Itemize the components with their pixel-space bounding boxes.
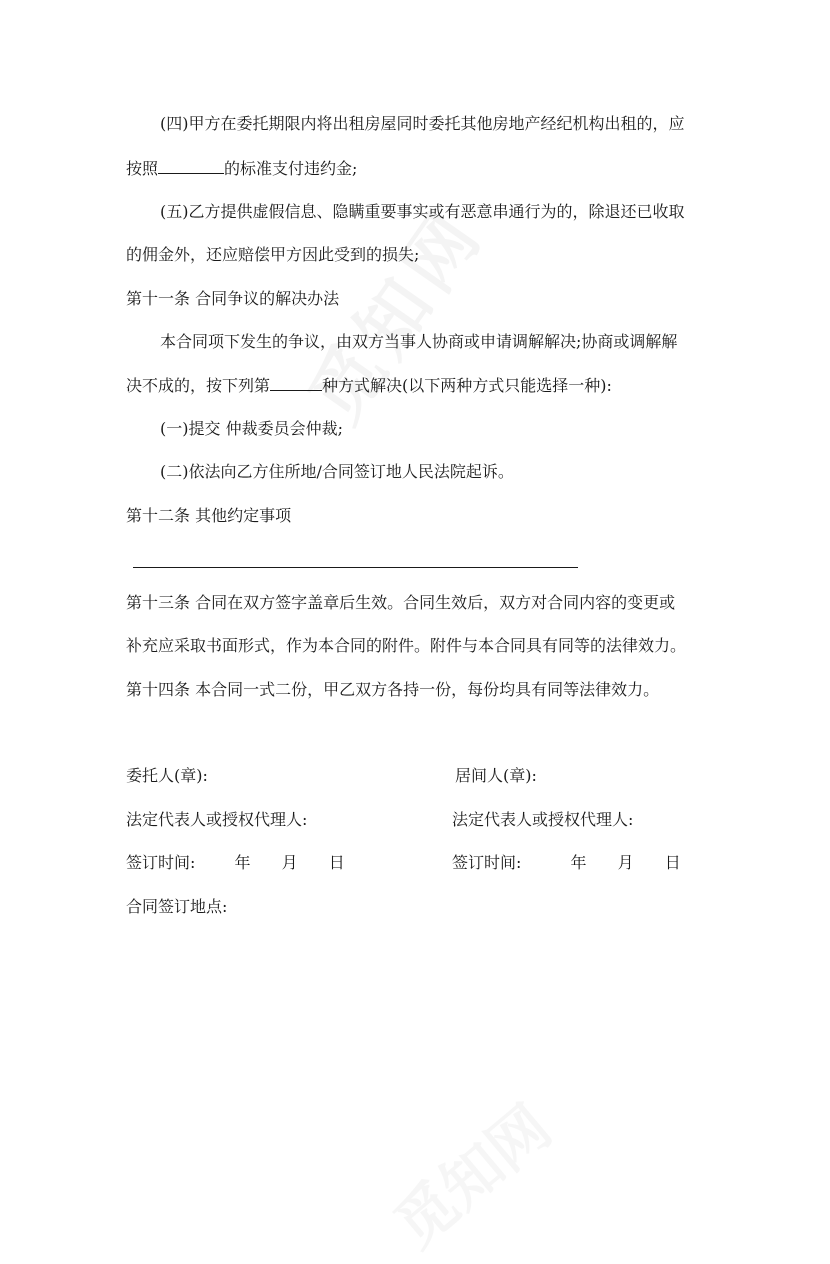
clause-4-line-2 — [126, 157, 357, 180]
article-12-blank-line — [133, 567, 578, 568]
signing-place-label: 合同签订地点: — [126, 897, 228, 916]
client-representative-label: 法定代表人或授权代理人: — [126, 810, 308, 829]
clause-5-line-1: (五)乙方提供虚假信息、隐瞒重要事实或有恶意串通行为的，除退还已收取 — [160, 202, 685, 221]
client-day: 日 — [328, 853, 345, 872]
intermediary-seal-label: 居间人(章): — [455, 766, 537, 785]
client-month: 月 — [281, 853, 298, 872]
intermediary-sign-date — [452, 852, 681, 874]
article-11-line-2-post: 种方式解决(以下两种方式只能选择一种): — [322, 376, 612, 395]
watermark-bottom — [373, 1082, 566, 1264]
intermediary-date-label: 签订时间: — [452, 853, 522, 872]
article-11-line-2 — [126, 374, 612, 397]
penalty-standard-blank — [158, 157, 224, 174]
client-date-label: 签订时间: — [126, 853, 196, 872]
article-13-line-2: 补充应采取书面形式，作为本合同的附件。附件与本合同具有同等的法律效力。 — [126, 636, 687, 655]
article-11-option-1: (一)提交 仲裁委员会仲裁; — [160, 419, 343, 438]
intermediary-representative-label: 法定代表人或授权代理人: — [452, 810, 634, 829]
article-11-title: 第十一条 合同争议的解决办法 — [126, 289, 340, 308]
article-11-line-2-pre: 决不成的，按下列第 — [126, 376, 271, 395]
client-seal-label: 委托人(章): — [126, 766, 208, 785]
article-13-line-1: 第十三条 合同在双方签字盖章后生效。合同生效后，双方对合同内容的变更或 — [126, 593, 676, 612]
clause-4-line-2-pre: 按照 — [126, 159, 159, 178]
dispute-method-blank — [270, 374, 322, 391]
clause-5-line-2: 的佣金外，还应赔偿甲方因此受到的损失; — [126, 245, 420, 264]
article-11-line-1: 本合同项下发生的争议，由双方当事人协商或申请调解解决;协商或调解解 — [160, 332, 678, 351]
clause-4-line-2-post: 的标准支付违约金; — [224, 159, 358, 178]
client-sign-date — [126, 852, 345, 874]
article-11-option-2: (二)依法向乙方住所地/合同签订地人民法院起诉。 — [160, 462, 514, 481]
intermediary-month: 月 — [617, 853, 634, 872]
article-14: 第十四条 本合同一式二份，甲乙双方各持一份，每份均具有同等法律效力。 — [126, 680, 660, 699]
article-12-title: 第十二条 其他约定事项 — [126, 506, 292, 525]
intermediary-day: 日 — [664, 853, 681, 872]
clause-4-line-1: (四)甲方在委托期限内将出租房屋同时委托其他房地产经纪机构出租的，应 — [160, 114, 685, 133]
intermediary-year: 年 — [570, 853, 587, 872]
client-year: 年 — [234, 853, 251, 872]
